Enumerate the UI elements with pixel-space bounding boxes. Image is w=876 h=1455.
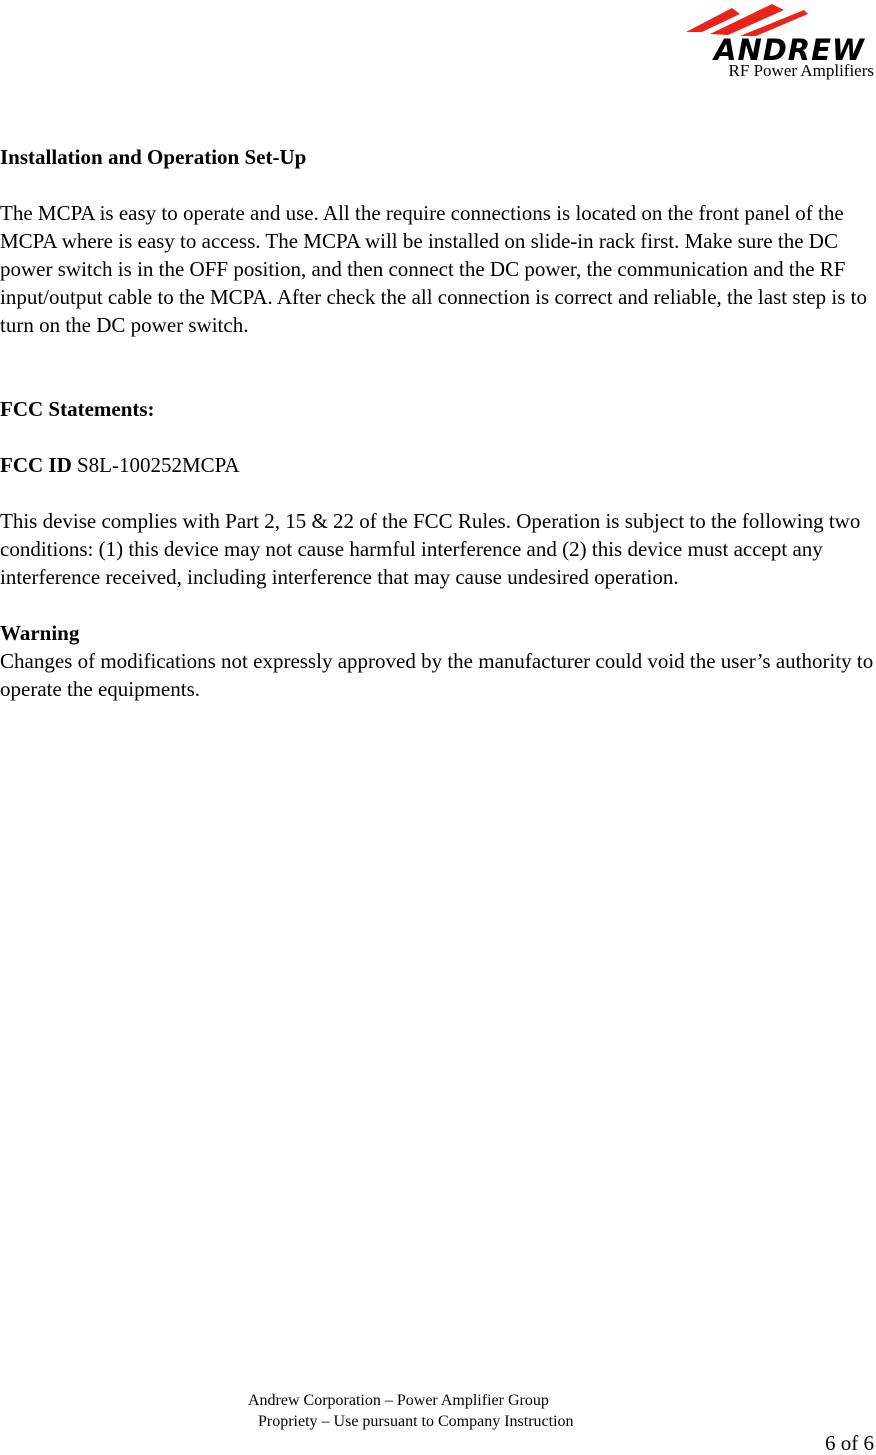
fcc-id-line: [0, 451, 876, 479]
fcc-id-label: FCC ID: [0, 453, 72, 477]
andrew-logo: [680, 2, 876, 64]
fcc-id-value: S8L-100252MCPA: [71, 453, 240, 477]
logo-wordmark: ANDREW: [714, 33, 865, 64]
fcc-compliance-paragraph: This devise complies with Part 2, 15 & 22 of the FCC Rules. Operation is subject to the following two conditions: (1) this device may not cause harmful interference and (2) this device must accept any interference received, including interference that may cause undesired operation.: [0, 509, 861, 589]
header-subtitle: RF Power Amplifiers: [728, 61, 874, 80]
warning-paragraph: Changes of modifications not expressly approved by the manufacturer could void the user’s authority to operate the equipments.: [0, 649, 874, 701]
installation-paragraph: The MCPA is easy to operate and use. All the require connections is located on the front panel of the MCPA where is easy to access. The MCPA will be installed on slide-in rack first. Make sure the DC power switch is in the OFF position, and then connect the DC power, the communication and the RF input/output cable to the MCPA. After check the all connection is correct and reliable, the last step is to turn on the DC power switch.: [0, 201, 867, 337]
fcc-heading: FCC Statements:: [0, 397, 155, 421]
page-number: 6 of 6: [825, 1431, 874, 1455]
warning-heading: Warning: [0, 621, 80, 645]
footer-propriety: Propriety – Use pursuant to Company Instruction: [258, 1413, 574, 1430]
footer-company: Andrew Corporation – Power Amplifier Group: [248, 1392, 549, 1409]
document-body: [0, 143, 876, 703]
installation-heading: Installation and Operation Set-Up: [0, 145, 307, 169]
